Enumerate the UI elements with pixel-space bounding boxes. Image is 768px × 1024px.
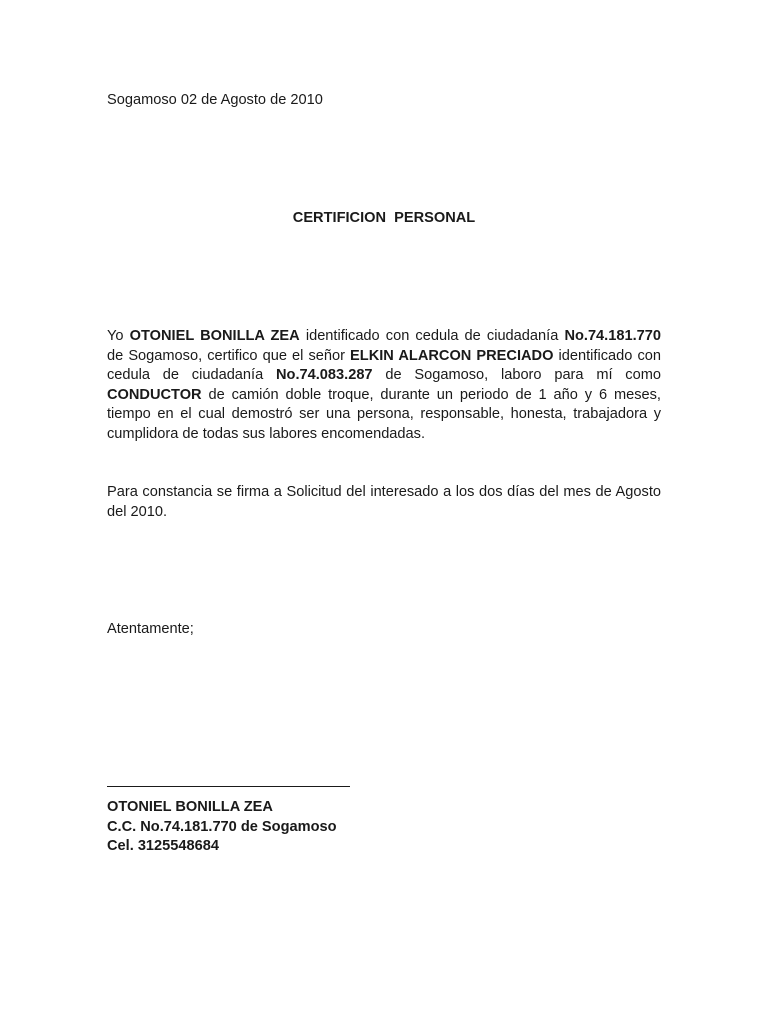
- bold-text-run: OTONIEL BONILLA ZEA: [129, 328, 300, 344]
- signature-block: [107, 798, 337, 857]
- document-title: CERTIFICION PERSONAL: [292, 210, 476, 226]
- text-run: identificado con cedula de ciudadanía: [107, 347, 661, 383]
- signer-name: OTONIEL BONILLA ZEA: [107, 799, 273, 815]
- bold-text-run: No.74.083.287: [276, 367, 373, 383]
- bold-text-run: CONDUCTOR: [107, 386, 202, 403]
- text-run: de Sogamoso, certifico que el señor: [107, 347, 351, 364]
- body-paragraph-1: [107, 327, 661, 444]
- text-run: identificado con cedula de ciudadanía: [299, 328, 565, 344]
- bold-text-run: ELKIN ALARCON PRECIADO: [350, 347, 554, 364]
- signature-line: [107, 786, 350, 787]
- bold-text-run: No.74.181.770: [564, 328, 661, 344]
- text-run: de camión doble troque, durante un periodo de 1 año y 6 meses, tiempo en el cual demostró ser una persona, responsable, honesta, trabajadora y cumplidora de todas sus labores encomendadas.: [107, 386, 661, 442]
- signer-id: C.C. No.74.181.770 de Sogamoso: [107, 818, 337, 835]
- text-run: de Sogamoso, laboro para mí como: [372, 367, 661, 383]
- text-run: Yo: [107, 328, 130, 344]
- body-paragraph-2: Para constancia se firma a Solicitud del interesado a los dos días del mes de Agosto del 2010.: [107, 484, 661, 520]
- signer-phone: Cel. 3125548684: [107, 838, 219, 854]
- closing-salutation: Atentamente;: [107, 621, 194, 637]
- place-date: Sogamoso 02 de Agosto de 2010: [107, 92, 323, 108]
